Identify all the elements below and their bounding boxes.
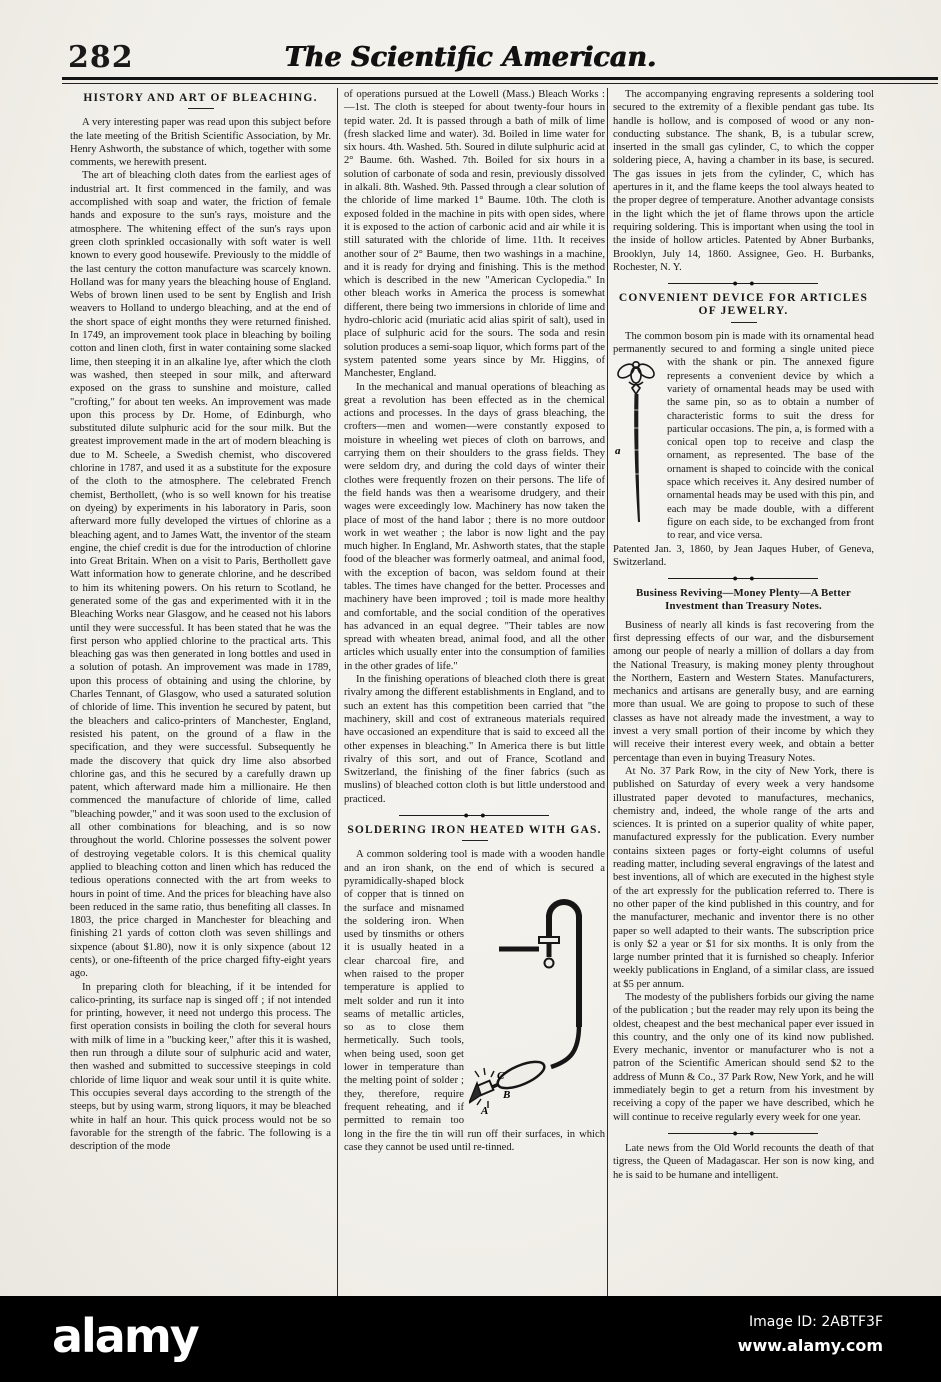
- jewelry-pin-illustration: [613, 358, 660, 530]
- image-id-text: Image ID: 2ABTF3F: [748, 1314, 883, 1330]
- separator-ornament: [370, 811, 579, 820]
- figure-label-cylinder: C: [497, 1069, 505, 1082]
- paragraph-text: The common bosom pin is made with its ornamental head permanently secured to and forming a single united piece with the shank or pin. The annexed: [613, 330, 874, 369]
- paragraph: Late news from the Old World recounts the death of that tigress, the Queen of Madagascar. Her son is now king, and he is said to be humane and intelligent.: [613, 1142, 874, 1181]
- column-divider: [607, 88, 608, 1296]
- paragraph: In the finishing operations of bleached cloth there is great rivalry among the different establishments in England, and to such an extent has this competition been carried that "the machinery, skill and cost of extraneous materials required have occasioned an expenditure that is said to exceed all the other expenses in bleaching." In America there is but little rivalry of this sort, and out of France, Scotland and Switzerland, the finishing of the finer fabrics (such as muslins) of bleached cotton cloth is but little understood and practiced.: [344, 674, 605, 805]
- article-heading-soldering-iron: SOLDERING IRON HEATED WITH GAS.: [347, 824, 602, 837]
- masthead-title: The Scientific American.: [284, 42, 657, 73]
- separator-ornament: [639, 279, 848, 288]
- patent-line: Patented Jan. 3, 1860, by Jean Jaques Huber, of Geneva, Switzerland.: [613, 543, 874, 568]
- paragraph-with-figure: [613, 330, 874, 543]
- figure-label-pin: a: [615, 445, 621, 458]
- column-1: [70, 88, 331, 1153]
- watermark-bar: [0, 1296, 941, 1382]
- masthead-rule-thin: [62, 83, 938, 84]
- paragraph: of operations pursued at the Lowell (Mass.) Bleach Works :—1st. The cloth is steeped for about twenty-four hours in tepid water. 2d. It is passed through a bath of milk of lime (fresh slacked lime and water). 3d. Boiled in lime water for six hours. 4th. Washed. 5th. Soured in dilute sulphuric acid at 2° Baume. 6th. Washed. 7th. Boiled for six hours in a solution of carbonate of soda and resin, previously dissolved in alkali. 8th. Washed. 9th. Passed through a clear solution of the chloride of lime marked 1° Baume. 10th. The cloth is exposed folded in the machine in pits with open sides, where it is exposed to the action of carbonic acid and air while it is still saturated with the chloride of lime. 11th. It receives another sour of 2° Baume, then two washings in a machine, and it is ready for drying and finishing. This is the method which is described in the new "American Cyclopedia." In other bleach works in America the process is somewhat different, there being two immersions in chloride of lime and hydro-chloric acid (muriatic acid alias spirit of salt), used in place of sulphuric acid for the sours. The soda and resin solution produces a semi-soap liquor, which forms part of the system patented some years since by Mr. Higgins, of Manchester, England.: [344, 89, 605, 380]
- bottom-margin: [0, 1382, 941, 1390]
- paragraph: In the mechanical and manual operations of bleaching as great a revolution has been effected as in the chemical actions and processes. In the days of grass bleaching, the crofters—men and women—were constantly exposed to moisture in wheeling wet pieces of cloth on barrows, and carrying them on their shoulders to the grass fields. They were seldom dry, and during the cold days of winter their clothes were frequently frozen on their persons. The life of the field hands was then a wearisome drudgery, and their wages were exceedingly low. Machinery has now taken the place of most of the hand labor ; there is no more outdoor work in wet weather ; the labor is now light and the pay much higher. In England, Mr. Ashworth states, that the staple food of the bleacher was formerly oatmeal, and animal food, with the exception of bacon, was seldom found at their tables. The times have changed for the better. Processes and machinery have been improved ; toil is made more healthy and comfortable, and the social condition of the operatives has advanced in an equal degree. "Their tables are now spread with wheaten bread, animal food, and all the other articles which usually enter into the consumption of families in the other grades of life.": [344, 381, 605, 672]
- separator-ornament: [639, 574, 848, 583]
- alamy-logo: alamy: [52, 1309, 198, 1363]
- page-number: 282: [68, 40, 134, 75]
- article-heading-business-reviving: Business Reviving—Money Plenty—A Better Investment than Treasury Notes.: [635, 587, 852, 613]
- paragraph: The modesty of the publishers forbids our giving the name of the publication ; but the reader may rely upon its being the oldest, cheapest and the best mechanical paper ever issued in this country, and the only one of its kind now published. Every mechanic, inventor or manufacturer who is not a patron of the Scientific American should send $2 to the address of Munn & Co., 37 Park Row, New York, and he will immediately begin to get a return from his investment by receiving a copy of the paper we have described, which he will continue to receive regularly every week for one year.: [613, 992, 874, 1123]
- gas-soldering-tool-illustration: [469, 877, 605, 1117]
- column-2: [344, 88, 605, 1154]
- heading-rule: [462, 840, 488, 841]
- figure-label-tip: A: [481, 1104, 489, 1117]
- paragraph: The art of bleaching cloth dates from the earliest ages of industrial art. It first commenced in the family, and was accomplished with soap and water, the friction of female hands and exposure to the sun's rays, moisture and the atmosphere. The whitening effect of the sun's rays upon green cloth sprinkled occasionally with soft water is well known to every good housewife. Previously to the middle of the last century the cotton manufacture was scarcely known. Holland was for many years the bleaching house of England. Webs of brown linen used to be sent by English and Irish weavers to Holland to undergo bleaching, and at the end of the short space of eight months they were returned finished. In 1749, an improvement took place in bleaching by boiling cotton and linen cloth, first in water containing some slacked lime, then steeping it in an alkaline lye, after which the cloth was washed, then steeped in sour milk, and afterward exposed on the grass to sunshine and moisture, called "crofting," for about ten weeks. An improvement was made upon this process by Dr. Home, of Edinburgh, who substituted dilute sulphuric acid for the sour milk. But the greatest improvement made in the art of modern bleaching is due to M. Scheele, a Swedish chemist, who discovered chlorine in 1787, and used it as a substitute for the exposure of the cloth to the atmosphere. The celebrated French chemist, Berthollett, (who is so well known for his treatise on dyeing) by experiments in his laboratory in Paris, soon afterward more fully developed the virtues of chlorine as a bleaching agent, and to James Watt, the inventor of the steam engine, the chief credit is due for the introduction of chlorine into Great Britain. When on a visit to Paris, Berthollett gave Watt information how to generate chlorine, and he described to him its whitening powers. On his return to Scotland, he generated some of the gas and experimented with it in the Bleaching Works near Glasgow, and he ceased not his labors until they were successful. It has been stated that he was the first person who applied chlorine to the practical arts. This bleaching gas was then generated in long bottles and used in a solution of potash. An improvement was made in 1789, upon this process of obtaining and using the chlorine, by Charles Tennant, of Glasgow, who used a saturated solution of chloride of lime. This invention he secured by patent, but the bleachers and calico-printers of Manchester, England, resisted his patent, on the ground of a flaw in the specification, and they were successful. Subsequently he made the discovery that quick dry lime also absorbed chlorine gas, and this he secured by a carefully drawn up patent, which afterward made him a millionaire. He then commenced the manufacture of chloride of lime, called "bleaching powder," and it was soon used to the exclusion of all other combinations for bleaching, and is so now throughout the world. Chlorine possesses the solvent power of destroying vegetable colors. It is this chemical quality applied to bleaching cotton and linen which has reduced the tedious operations connected with the art from weeks to hours in point of time. And the prices for bleaching have also been reduced in the same ratio, thus benefiting all classes. In 1803, the price charged in Manchester for bleaching and finishing 21 yards of cotton cloth was seven shillings and sixpence (about $1.80), now it is only sixpence (about 12 cents), or one-fifteenth of the price charged fifty-eight years ago.: [70, 170, 331, 980]
- paragraph-text: figure represents a convenient device by which a variety of ornamental heads may be used with the same pin, so as to obtain a number of characteristic forms to suit the dress for particular occasions. The pin, a, is formed with a conical open top to receive and clasp the ornament, as represented. The base of the ornament is shaped to coincide with the conical space which receives it. Any desired number of ornamental heads may be used with this pin, and each may be made double, with a different figure on each side, to be exchanged from front to rear, and vice versa.: [667, 357, 874, 542]
- paragraph: The accompanying engraving represents a soldering tool secured to the extremity of a flexible pendant gas tube. Its handle is hollow, and is composed of wood or any non-conducting substance. The shank, B, is a tubular screw, inserted in the small gas cylinder, C, to which the copper soldering piece, A, having a chamber in its base, is secured. The gas issues in jets from the cylinder, C, which has apertures in it, and the flame keeps the tool always heated to the proper degree of temperature. Another advantage consists in the light which the jet of flame throws upon the article requiring soldering. This is important when using the tool in the inside of hollow articles. Patented by Abner Burbanks, Brooklyn, July 14, 1860. Assignee, Geo. H. Burbanks, Rochester, N. Y.: [613, 89, 874, 273]
- article-heading-bleaching: HISTORY AND ART OF BLEACHING.: [83, 92, 318, 104]
- column-3: [613, 88, 874, 1182]
- alamy-website-text: www.alamy.com: [737, 1336, 883, 1355]
- heading-rule: [188, 108, 214, 109]
- paragraph-text: A common soldering tool is made with a wooden handle and an iron shank, on the end of which is: [344, 849, 605, 874]
- paragraph: A very interesting paper was read upon this subject before the late meeting of the British Scientific Association, by Mr. Henry Ashworth, the substance of which, together with some comments, we herewith present.: [70, 117, 331, 169]
- article-heading-jewelry: CONVENIENT DEVICE FOR ARTICLES OF JEWELRY.: [618, 292, 869, 318]
- separator-ornament: [639, 1129, 848, 1138]
- figure-label-shank: B: [503, 1088, 511, 1101]
- paragraph-text: secured a pyramidically-shaped block of copper that is tinned on the surface and misnamed the soldering iron. When used by tinsmiths or others it is usually heated in a clear charcoal fire, and when raised to the proper temperature is applied to melt solder and run it into seams of metallic articles, so as to close them hermetically. Such tools, when being used, soon get lower in temperature than the melting point of solder ; they, therefore, require frequent reheating, and if permitted to remain too long in the fire the tin will run off their surfaces, in which case they cannot be used until re-tinned.: [344, 862, 605, 1153]
- paragraph: Business of nearly all kinds is fast recovering from the first depressing effects of our war, and the disbursement among our people of nearly a million of dollars a day from the National Treasury, is making money plenty throughout the Northern, Eastern and Western States. Manufacturers, mechanics and artisans are generally busy, and are earning more than usual. We are going to propose to such of these classes as have not already made the investment, a way to invest a very small portion of their income by which they will receive their interest every week, and obtain a better percentage than even in buying Treasury Notes.: [613, 619, 874, 764]
- watermark-meta: [738, 1314, 883, 1355]
- masthead-rule-thick: [62, 77, 938, 80]
- column-divider: [337, 88, 338, 1296]
- heading-rule: [731, 322, 757, 323]
- paragraph-with-figure: [344, 848, 605, 1154]
- paragraph: At No. 37 Park Row, in the city of New York, there is published on Saturday of every week a very handsome illustrated paper devoted to manufactures, mechanics, chemistry and, indeed, the whole range of the arts and sciences. It is printed on a superior quality of white paper, manufactured expressly for the publication. Every number contains sixteen pages or forty-eight columns of useful reading matter, including several engravings of the latest and best inventions, all of which are executed in the highest style of the art expressly for the publication referred to. There is no other paper of the kind published in this country, and for the manufacturer, mechanic and inventor there is no other paper so well adapted to their wants. The subscription price is only $2 a year or $1 for six months. It is only from the large number printed that it is furnished so cheaply. Inferior weekly publications in England, of a similar class, are issued at $5 per annum.: [613, 765, 874, 990]
- paragraph: In preparing cloth for bleaching, if it be intended for calico-printing, its surface nap is singed off ; if not intended for printing, however, it need not undergo this process. The first operation consists in boiling the cloth for several hours with milk of lime in a "bucking keer," after this it is washed, then run through a dilute sour of sulphuric acid and water, then washed and submitted to successive steepings in cold chloride of lime liquor and weak sour until it is quite white. This occupies several days according to the strength of the steeps, but by using warm, strong liquors, it may be bleached white in half an hour. This quick process would not be so favorable for the strength of the fabric. The following is a description of the mode: [70, 981, 331, 1153]
